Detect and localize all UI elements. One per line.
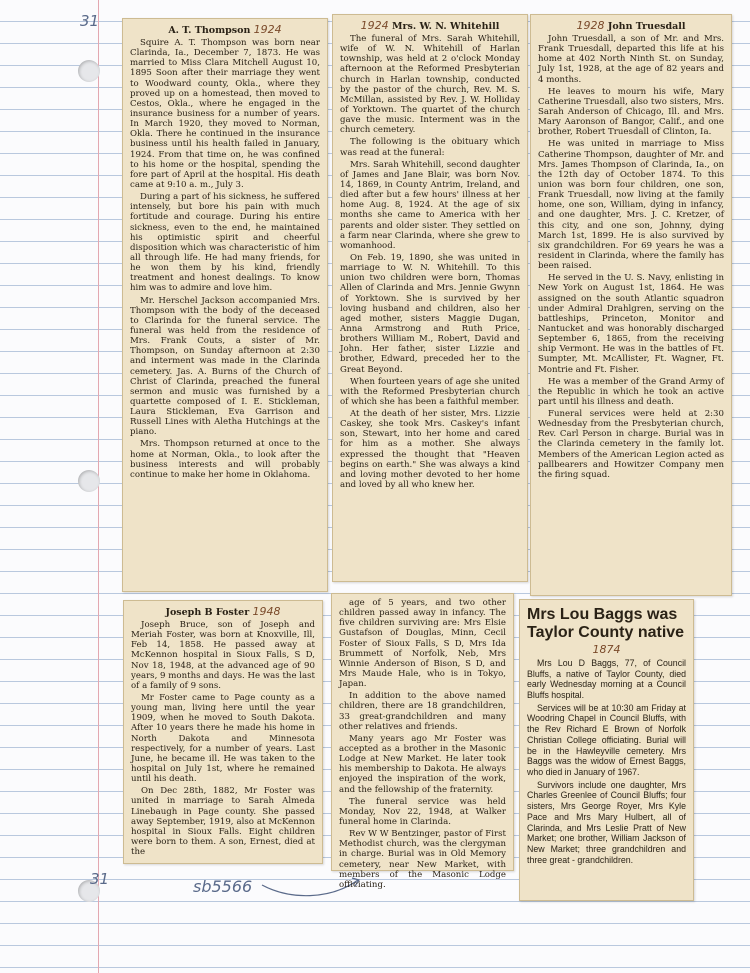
clipping-title: A. T. Thompson 1924 <box>168 23 282 36</box>
clipping-paragraph: On Dec 28th, 1882, Mr Foster was united in marriage to Sarah Almeda Linebaugh in Page county. She passed away September, 1919, also at McKennon hospital in Sioux Falls. Eight children were born to them. A son, Ernest, died at the <box>131 786 315 858</box>
clipping-paragraph: John Truesdall, a son of Mr. and Mrs. Frank Truesdall, departed this life at his home at 402 North Ninth St. on Sunday, July 1st, 1928, at the age of 82 years and 4 months. <box>538 34 724 85</box>
clipping-paragraph: In addition to the above named children, there are 18 grandchildren, 33 great-grandchildren and many other relatives and friends. <box>339 691 506 732</box>
page-number-bottom: 31 <box>90 870 110 888</box>
clipping-paragraph: Mrs. Thompson returned at once to the home at Norman, Okla., to look after the business interests and will probably continue to make her home in Oklahoma. <box>130 439 320 480</box>
clipping-paragraph: On Feb. 19, 1890, she was united in marriage to W. N. Whitehill. To this union two children were born, Thomas Allen of Clarinda and Mrs. Jennie Gwynn of Yorktown. She is survived by her loving husband and children, also her aged mother, sisters Maggie Dugan, Anna Armstrong and Ruth Price, brothers William M., Robert, David and John. Her father, sister Lizzie and brother, Edward, preceded her to the Great Beyond. <box>340 252 520 375</box>
clipping-paragraph: The funeral of Mrs. Sarah Whitehill, wife of W. N. Whitehill of Harlan township, was held at 2 o'clock Monday afternoon at the Reformed Presbyterian church in Harlan township, conducted by the pastor of the church, Rev. M. S. McMillan, assisted by Rev. J. W. Holliday of Yorktown. The quartet of the church gave the music. Interment was in the church cemetery. <box>340 34 520 136</box>
handwritten-year: 1928 <box>576 19 605 32</box>
handwritten-year: 1874 <box>592 642 621 656</box>
obituary-clipping-foster-part-1 <box>123 600 323 864</box>
clipping-paragraph: Mrs Lou D Baggs, 77, of Council Bluffs, a native of Taylor County, died early Wednesday morning at a Council Bluffs hospital. <box>527 657 686 700</box>
clipping-paragraph: At the death of her sister, Mrs. Lizzie Caskey, she took Mrs. Caskey's infant son, Stewart, into her home and cared for him as a mother. She always expressed the thought that "Heaven begins on earth." She was always a kind and loving mother devoted to her home and loved by all who knew her. <box>340 409 520 491</box>
clipping-paragraph: The following is the obituary which was read at the funeral: <box>340 137 520 158</box>
clipping-paragraph: During a part of his sickness, he suffered intensely, but bore his pain with much fortitude and courage. During his entire sickness, even to the end, he maintained his optimistic spirit and cheerful disposition which was characteristic of him all through life. He had many friends, for he won them by his kind, friendly treatment and honest dealings. To know him was to admire and love him. <box>130 192 320 294</box>
clipping-paragraph: He was a member of the Grand Army of the Republic in which he took an active part until his illness and death. <box>538 376 724 407</box>
clipping-paragraph: Rev W W Bentzinger, pastor of First Methodist church, was the clergyman in charge. Burial was in Old Memory cemetery, near New Market, with members of the Masonic Lodge officiating. <box>339 829 506 890</box>
clipping-paragraph: He was united in marriage to Miss Catherine Thompson, daughter of Mr. and Mrs. James Thompson of Clarinda, Ia., on the 12th day of October 1874. To this union was born four children, one son, Frank Truesdall, now living at the family home, one son, William, dying in infancy, and one daughter, Mrs. J. C. Kretzer, of this city, and one son, Johnny, dying March 1st, 1899. He is also survived by six grandchildren. For 69 years he was a resident in Clarinda, where the family has been raised. <box>538 139 724 272</box>
obituary-clipping-thompson <box>122 18 328 592</box>
handwritten-year: 1924 <box>360 19 389 32</box>
clipping-title: 1928 John Truesdall <box>576 19 686 32</box>
clipping-paragraph: Survivors include one daughter, Mrs Charles Greenlee of Council Bluffs; four sisters, Mrs George Royer, Mrs Kyle Pace and Mrs Mary Hulbert, all of Clarinda, and Mrs Leslie Pratt of New Market; one brother, William Jackson of New Market; three grandchildren and three great - grandchildren. <box>527 779 686 865</box>
clipping-paragraph: Squire A. T. Thompson was born near Clarinda, Ia., December 7, 1873. He was married to Miss Clara Mitchell August 10, 1895 Soon after their marriage they went to Woodward county, Okla., where they proved up on a homestead, then moved to Cestos, Okla., where he engaged in the insurance business for a number of years. In March 1920, they moved to Norman, Okla. There he continued in the insurance business until his health failed in January, 1924. From that time on, he was confined to his home or the hospital, spending the fore part of April at the hospital. His death came at 9:10 a. m., July 3. <box>130 38 320 190</box>
handwritten-year: 1924 <box>253 23 282 36</box>
clipping-headline: Mrs Lou Baggs was Taylor County native <box>527 606 685 642</box>
clipping-paragraph: Mrs. Sarah Whitehill, second daughter of James and Jane Blair, was born Nov. 14, 1869, in County Antrim, Ireland, and died after but a few hours' illness at her home Aug. 8, 1924. At the age of six months she came to America with her parents and older sister. They settled on a farm near Clarinda, where she grew to womanhood. <box>340 159 520 251</box>
clipping-title: 1924 Mrs. W. N. Whitehill <box>360 19 500 32</box>
clipping-paragraph: Mr Foster came to Page county as a young man, living here until the year 1909, when he moved to South Dakota. After 10 years there he made his home in North Dakota and Minnesota respectively, for a number of years. Last June, he became ill. He was taken to the hospital on July 1st, where he remained until his death. <box>131 692 315 785</box>
clipping-paragraph: Funeral services were held at 2:30 Wednesday from the Presbyterian church, Rev. Carl Person in charge. Burial was in the Clarinda cemetery in the family lot. Members of the American Legion acted as pallbearers and Howitzer Company men the firing squad. <box>538 409 724 480</box>
clipping-title: Joseph B Foster 1948 <box>165 605 281 618</box>
punch-hole <box>78 470 100 492</box>
obituary-clipping-truesdall <box>530 14 732 596</box>
obituary-clipping-whitehill <box>332 14 528 582</box>
catalog-number: sb5566 <box>193 877 253 896</box>
clipping-paragraph: Mr. Herschel Jackson accompanied Mrs. Thompson with the body of the deceased to Clarinda for the funeral service. The funeral was held from the residence of Mrs. Frank Couts, a sister of Mr. Thompson, on Sunday afternoon at 2:30 and interment was made in the Clarinda cemetery. Jas. A. Burns of the Church of Christ of Clarinda, preached the funeral sermon and music was furnished by a quartette composed of I. E. Stickleman, Laura Stickleman, Eva Garrison and Russell Lines with Aletha Hutchings at the piano. <box>130 295 320 438</box>
clipping-paragraph: When fourteen years of age she united with the Reformed Presbyterian church of which she has been a faithful member. <box>340 376 520 407</box>
obituary-clipping-foster-part-2 <box>331 593 514 890</box>
obituary-clipping-baggs <box>519 599 694 901</box>
clipping-paragraph: Many years ago Mr Foster was accepted as a brother in the Masonic Lodge at New Market. He later took his membership to Dakota. He always enjoyed the inspiration of the work, and the fellowship of the fraternity. <box>339 733 506 795</box>
page-number-top: 31 <box>80 12 100 30</box>
clipping-paragraph: The funeral service was held Monday, Nov 22, 1948, at Walker funeral home in Clarinda. <box>339 796 506 827</box>
clipping-paragraph: He leaves to mourn his wife, Mary Catherine Truesdall, also two sisters, Mrs. Sarah Anderson of Chicago, Ill. and Mrs. Mary Aaronson of Bangor, Calif., and one brother, Robert Truesdall of Clinton, Ia. <box>538 86 724 138</box>
punch-hole <box>78 60 100 82</box>
clipping-paragraph: age of 5 years, and two other children passed away in infancy. The five children surviving are: Mrs Elsie Gustafson of Douglas, Minn, Cecil Foster of Sioux Falls, S D, Mrs Ida Brummett of Norfolk, Neb, Mrs Winnie Anderson of Bison, S D, and Mrs Maude Hale, who is in Tokyo, Japan. <box>339 598 506 690</box>
handwritten-year: 1948 <box>252 605 281 618</box>
clipping-paragraph: Services will be at 10:30 am Friday at Woodring Chapel in Council Bluffs, with the Rev Richard E Brown of Norfolk Christian College officiating. Burial will be in the Hawleyville cemetery. Mrs Baggs was the widow of Ernest Baggs, who died in January of 1967. <box>527 702 686 777</box>
clipping-paragraph: He served in the U. S. Navy, enlisting in New York on August 1st, 1864. He was assigned on the south Atlantic squadron under Admiral Drahlgren, serving on the battleships, Princeton, Monitor and Nantucket and was honorably discharged September 6, 1865, from the receiving ship Vermont. He was in the battles of Ft. Sumpter, Mt. McAllister, Ft. Wagner, Ft. Montrie and Ft. Fisher. <box>538 273 724 375</box>
clipping-paragraph: Joseph Bruce, son of Joseph and Meriah Foster, was born at Knoxville, Ill, Feb 14, 1858. He passed away at McKennon hospital in Sioux Falls, S D, Nov 18, 1948, at the advanced age of 90 years, 9 months and days. He was the last of a family of 9 sons. <box>131 620 315 691</box>
